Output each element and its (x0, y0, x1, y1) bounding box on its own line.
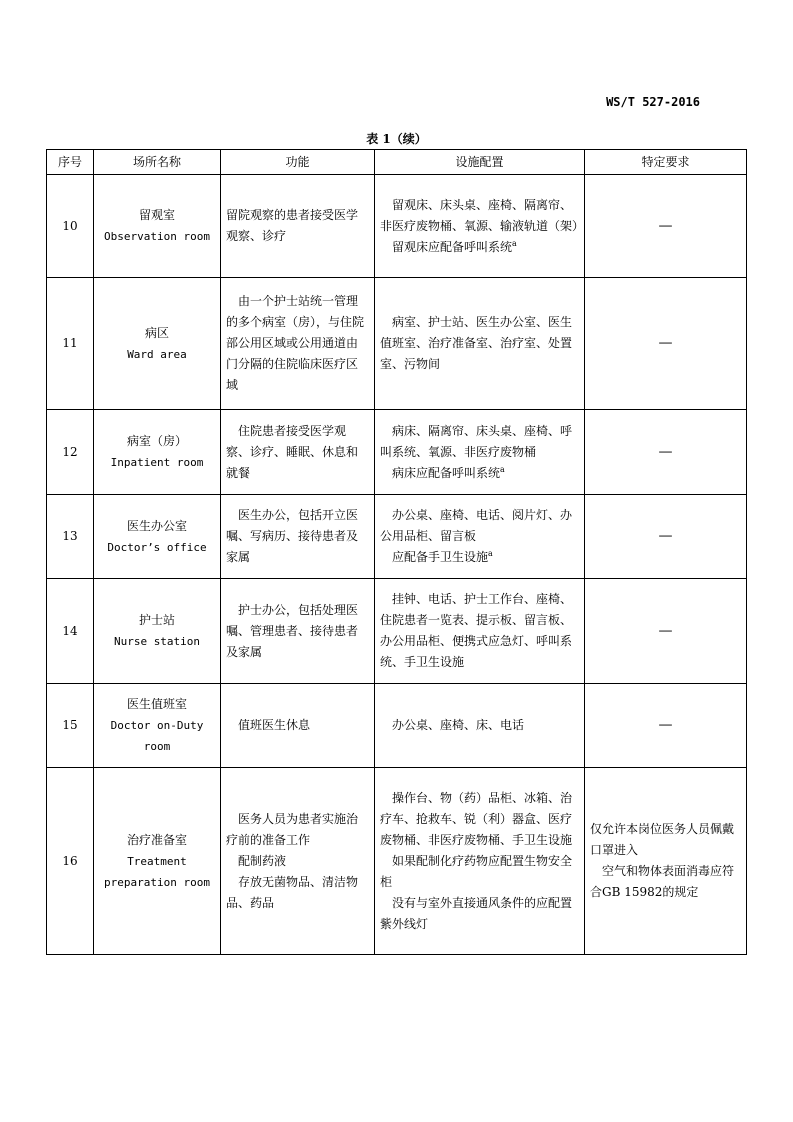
place-name-cell (94, 579, 221, 684)
function-text: 医务人员为患者实施治疗前的准备工作 (226, 811, 359, 847)
facilities-cell (375, 495, 585, 579)
requirement-text: — (658, 528, 673, 544)
place-name-cn: 病区 (144, 325, 169, 340)
place-name-cell (94, 495, 221, 579)
place-name-cell (94, 684, 221, 768)
facilities-cell (375, 684, 585, 768)
requirements-cell (585, 768, 747, 955)
table-row (47, 684, 747, 768)
table-row (47, 768, 747, 955)
place-name-cn: 病室（房） (126, 434, 187, 448)
table-row (47, 495, 747, 579)
function-cell (221, 278, 375, 410)
col-header-function: 功能 (221, 150, 375, 175)
place-name-cn: 护士站 (138, 613, 175, 627)
requirements-cell (585, 410, 747, 495)
requirement-text: — (658, 717, 673, 733)
facilities-text: 办公桌、座椅、床、电话 (392, 718, 525, 732)
table-caption: 表 1（续） (366, 132, 427, 146)
table-row (47, 278, 747, 410)
place-name-cell (94, 410, 221, 495)
col-header-facilities: 设施配置 (375, 150, 585, 175)
row-number: 14 (47, 579, 94, 684)
function-text: 由一个护士站统一管理的多个病室（房），与住院部公用区域或公用通道由门分隔的住院临床医疗区域 (226, 294, 365, 392)
footnote-marker: a (500, 464, 505, 474)
facilities-text (380, 237, 579, 258)
function-text: 存放无菌物品、清洁物品、药品 (226, 874, 359, 910)
row-number: 10 (47, 175, 94, 278)
function-cell (221, 579, 375, 684)
requirements-cell (585, 579, 747, 684)
function-text: 留院观察的患者接受医学观察、诊疗 (226, 208, 359, 243)
requirements-cell (585, 495, 747, 579)
function-cell (221, 410, 375, 495)
facilities-cell (375, 278, 585, 410)
footnote-marker: a (488, 549, 493, 558)
facilities-text-line: 留观床应配备呼叫系统 (392, 239, 513, 254)
facilities-cell (375, 410, 585, 495)
row-number: 12 (47, 410, 94, 495)
table-row (47, 579, 747, 684)
requirement-text: — (658, 443, 673, 460)
standard-code: WS/T 527-2016 (606, 95, 700, 109)
requirement-text: 仅允许本岗位医务人员佩戴口罩进入 (590, 822, 735, 857)
table-row (47, 410, 747, 495)
function-text: 值班医生休息 (238, 718, 311, 732)
facilities-text (380, 547, 579, 568)
facilities-cell (375, 175, 585, 278)
col-header-no: 序号 (47, 150, 94, 175)
place-name-en: Doctor’s office (107, 540, 207, 554)
table-row (47, 175, 747, 278)
requirements-cell (585, 175, 747, 278)
facilities-text-line: 病床应配备呼叫系统 (392, 465, 501, 480)
facilities-text: 留观床、床头桌、座椅、隔离帘、非医疗废物桶、氧源、输液轨道（架） (380, 197, 585, 233)
requirement-text: 空气和物体表面消毒应符合GB 15982的规定 (590, 864, 735, 899)
place-name-cn: 留观室 (138, 208, 175, 222)
col-header-requirements: 特定要求 (585, 150, 747, 175)
place-name-cn: 治疗准备室 (126, 832, 187, 847)
facilities-text: 挂钟、电话、护士工作台、座椅、住院患者一览表、提示板、留言板、办公用品柜、便携式应急灯、呼叫系统、手卫生设施 (380, 592, 573, 669)
function-cell (221, 495, 375, 579)
row-number: 16 (47, 768, 94, 955)
table-header-row (47, 150, 747, 175)
requirement-text: — (658, 622, 673, 639)
facilities-text-line: 应配备手卫生设施 (392, 550, 489, 564)
place-name-en: Treatment preparation room (104, 854, 210, 889)
facilities-cell (375, 768, 585, 955)
place-name-cell (94, 768, 221, 955)
row-number: 15 (47, 684, 94, 768)
facility-table (46, 149, 747, 955)
facilities-text: 如果配制化疗药物应配置生物安全柜 (380, 853, 573, 889)
requirement-text: — (658, 217, 673, 234)
place-name-cn: 医生办公室 (126, 518, 187, 533)
facilities-cell (375, 579, 585, 684)
place-name-en: Nurse station (113, 635, 201, 648)
facilities-text: 办公桌、座椅、电话、阅片灯、办公用品柜、留言板 (380, 508, 573, 543)
footnote-marker: a (512, 238, 517, 248)
facilities-text (380, 463, 579, 484)
place-name-cell (94, 175, 221, 278)
col-header-place: 场所名称 (94, 150, 221, 175)
facilities-text: 病床、隔离帘、床头桌、座椅、呼叫系统、氧源、非医疗废物桶 (380, 423, 573, 459)
place-name-en: Ward area (127, 347, 187, 361)
facilities-text: 没有与室外直接通风条件的应配置紫外线灯 (380, 895, 573, 931)
place-name-en: Observation room (104, 230, 210, 243)
requirements-cell (585, 278, 747, 410)
function-cell (221, 684, 375, 768)
place-name-cn: 医生值班室 (126, 697, 187, 711)
function-text: 配制药液 (238, 853, 287, 868)
function-text: 住院患者接受医学观察、诊疗、睡眠、休息和就餐 (226, 423, 359, 480)
requirements-cell (585, 684, 747, 768)
facilities-text: 操作台、物（药）品柜、冰箱、治疗车、抢救车、锐（利）器盒、医疗废物桶、非医疗废物桶、手卫生设施 (380, 790, 573, 847)
function-text: 医生办公，包括开立医嘱、写病历、接待患者及家属 (226, 508, 359, 564)
place-name-cell (94, 278, 221, 410)
function-cell (221, 175, 375, 278)
function-text: 护士办公，包括处理医嘱、管理患者、接待患者及家属 (226, 602, 359, 659)
row-number: 11 (47, 278, 94, 410)
place-name-en: Doctor on-Duty room (110, 719, 204, 753)
requirement-text: — (658, 335, 673, 351)
place-name-en: Inpatient room (110, 456, 204, 469)
facilities-text: 病室、护士站、医生办公室、医生值班室、治疗准备室、治疗室、处置室、污物间 (380, 315, 573, 371)
row-number: 13 (47, 495, 94, 579)
function-cell (221, 768, 375, 955)
